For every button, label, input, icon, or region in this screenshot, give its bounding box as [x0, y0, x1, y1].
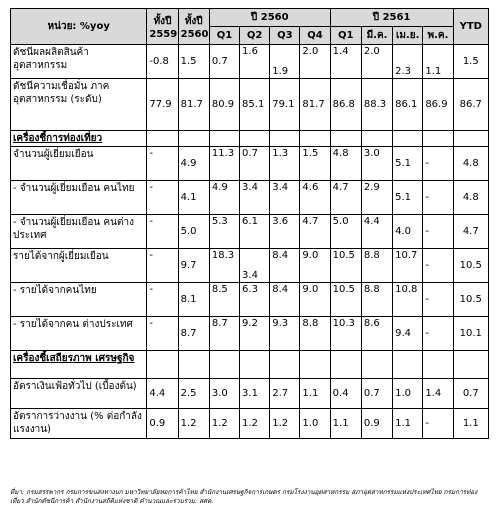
- value-cell: 1.0: [300, 409, 330, 439]
- value-cell: -: [423, 249, 453, 283]
- value-cell: [240, 131, 270, 147]
- row-label: จำนวนผู้เยี่ยมเยือน: [11, 147, 147, 181]
- value-cell: 4.9: [178, 147, 209, 181]
- value-cell: 3.1: [240, 379, 270, 409]
- value-cell: [209, 351, 239, 379]
- value-cell: [270, 351, 300, 379]
- ytd-cell: 86.7: [453, 79, 488, 131]
- value-cell: 2.5: [178, 379, 209, 409]
- value-cell: 4.1: [178, 181, 209, 215]
- section-row: [11, 351, 489, 379]
- value-cell: 2.3: [393, 45, 423, 79]
- header-q2561: พ.ค.: [423, 27, 453, 45]
- value-cell: 3.4: [240, 249, 270, 283]
- value-cell: 4.6: [300, 181, 330, 215]
- value-cell: -: [147, 215, 178, 249]
- table-row: [11, 181, 489, 215]
- value-cell: 0.7: [361, 379, 392, 409]
- ytd-cell: 1.5: [453, 45, 488, 79]
- section-row: [11, 131, 489, 147]
- value-cell: 9.0: [300, 283, 330, 317]
- value-cell: 0.9: [147, 409, 178, 439]
- table-row: [11, 249, 489, 283]
- value-cell: -: [423, 283, 453, 317]
- value-cell: 85.1: [240, 79, 270, 131]
- header-ytd: YTD: [453, 9, 488, 45]
- value-cell: 8.5: [209, 283, 239, 317]
- value-cell: 10.5: [330, 283, 361, 317]
- value-cell: 8.7: [178, 317, 209, 351]
- value-cell: [393, 131, 423, 147]
- row-label: อัตราการว่างงาน (% ต่อกำลังแรงงาน): [11, 409, 147, 439]
- value-cell: 1.6: [240, 45, 270, 79]
- table-row: [11, 379, 489, 409]
- ytd-cell: 10.5: [453, 249, 488, 283]
- value-cell: [147, 131, 178, 147]
- value-cell: 9.2: [240, 317, 270, 351]
- value-cell: 10.5: [330, 249, 361, 283]
- value-cell: 3.6: [270, 215, 300, 249]
- value-cell: 3.0: [361, 147, 392, 181]
- value-cell: 1.1: [393, 409, 423, 439]
- value-cell: 8.4: [270, 283, 300, 317]
- value-cell: 4.4: [147, 379, 178, 409]
- value-cell: 77.9: [147, 79, 178, 131]
- value-cell: [393, 351, 423, 379]
- value-cell: 8.8: [300, 317, 330, 351]
- value-cell: 1.2: [209, 409, 239, 439]
- section-label: เครื่องชี้เสถียรภาพ เศรษฐกิจ: [11, 351, 147, 379]
- value-cell: [209, 131, 239, 147]
- header-q2561: เม.ย.: [393, 27, 423, 45]
- value-cell: 0.7: [209, 45, 239, 79]
- value-cell: 0.9: [361, 409, 392, 439]
- value-cell: 5.0: [330, 215, 361, 249]
- value-cell: 10.8: [393, 283, 423, 317]
- value-cell: [178, 131, 209, 147]
- value-cell: 86.1: [393, 79, 423, 131]
- row-label: - จำนวนผู้เยี่ยมเยือน คนไทย: [11, 181, 147, 215]
- value-cell: 86.8: [330, 79, 361, 131]
- value-cell: [147, 351, 178, 379]
- value-cell: -: [147, 317, 178, 351]
- value-cell: 1.1: [423, 45, 453, 79]
- value-cell: -: [423, 181, 453, 215]
- value-cell: [423, 131, 453, 147]
- header-group-2560: ปี 2560: [209, 9, 330, 27]
- value-cell: 6.1: [240, 215, 270, 249]
- economic-indicators-table: [10, 8, 489, 439]
- table-row: [11, 283, 489, 317]
- ytd-cell: 4.7: [453, 215, 488, 249]
- value-cell: -: [423, 317, 453, 351]
- value-cell: 1.9: [270, 45, 300, 79]
- row-label: ดัชนีความเชื่อมั่น ภาคอุตสาหกรรม (ระดับ): [11, 79, 147, 131]
- value-cell: 9.4: [393, 317, 423, 351]
- value-cell: [240, 351, 270, 379]
- ytd-cell: [453, 351, 488, 379]
- table-body: [11, 45, 489, 439]
- value-cell: 81.7: [178, 79, 209, 131]
- value-cell: 88.3: [361, 79, 392, 131]
- value-cell: 1.4: [423, 379, 453, 409]
- value-cell: -: [423, 147, 453, 181]
- value-cell: 2.0: [361, 45, 392, 79]
- value-cell: 3.4: [240, 181, 270, 215]
- value-cell: -: [147, 283, 178, 317]
- value-cell: 2.7: [270, 379, 300, 409]
- header-q2561: มี.ค.: [361, 27, 392, 45]
- value-cell: -: [423, 215, 453, 249]
- source-footnote: ที่มา: กรมสรรพากร กรมการขนส่งทางบก มหาวิทยาลัยหอการค้าไทย สำนักงานเศรษฐกิจการเกษตร กรมโรงงานอุตสาหกรรม สภาอุตสาหกรรมแห่งประเทศไทย กรมการท่องเที่ยว สำนักดัชนีการค้า สำนักงานสถิติแห่งชาติ คำนวณและรวบรวม: สศค.: [10, 488, 478, 505]
- value-cell: 3.0: [209, 379, 239, 409]
- value-cell: 5.3: [209, 215, 239, 249]
- header-q2561: Q1: [330, 27, 361, 45]
- value-cell: 10.3: [330, 317, 361, 351]
- value-cell: 1.4: [330, 45, 361, 79]
- value-cell: 86.9: [423, 79, 453, 131]
- value-cell: -0.8: [147, 45, 178, 79]
- value-cell: 4.7: [330, 181, 361, 215]
- value-cell: 1.1: [330, 409, 361, 439]
- header-unit-label: หน่วย: %yoy: [11, 9, 147, 45]
- value-cell: 0.7: [240, 147, 270, 181]
- value-cell: 4.9: [209, 181, 239, 215]
- header-q2560: Q4: [300, 27, 330, 45]
- value-cell: -: [423, 409, 453, 439]
- header-q2560: Q1: [209, 27, 239, 45]
- value-cell: 5.1: [393, 181, 423, 215]
- value-cell: 1.3: [270, 147, 300, 181]
- value-cell: [270, 131, 300, 147]
- value-cell: 18.3: [209, 249, 239, 283]
- value-cell: [300, 351, 330, 379]
- value-cell: [361, 131, 392, 147]
- value-cell: 81.7: [300, 79, 330, 131]
- table-row: [11, 147, 489, 181]
- value-cell: -: [147, 147, 178, 181]
- value-cell: 9.0: [300, 249, 330, 283]
- value-cell: 8.1: [178, 283, 209, 317]
- value-cell: -: [147, 249, 178, 283]
- table-row: [11, 45, 489, 79]
- ytd-cell: 10.5: [453, 283, 488, 317]
- header-year-2560: ทั้งปี 2560: [178, 9, 209, 45]
- value-cell: 2.9: [361, 181, 392, 215]
- value-cell: [178, 351, 209, 379]
- ytd-cell: 10.1: [453, 317, 488, 351]
- row-label: - จำนวนผู้เยี่ยมเยือน คนต่างประเทศ: [11, 215, 147, 249]
- row-label: ดัชนีผลผลิตสินค้า อุตสาหกรรม: [11, 45, 147, 79]
- value-cell: 1.1: [300, 379, 330, 409]
- value-cell: 1.2: [240, 409, 270, 439]
- header-q2560: Q3: [270, 27, 300, 45]
- value-cell: [423, 351, 453, 379]
- value-cell: [330, 351, 361, 379]
- row-label: - รายได้จากคนไทย: [11, 283, 147, 317]
- value-cell: 1.5: [300, 147, 330, 181]
- value-cell: 4.4: [361, 215, 392, 249]
- table-row: [11, 215, 489, 249]
- value-cell: 5.1: [393, 147, 423, 181]
- value-cell: 0.4: [330, 379, 361, 409]
- value-cell: 5.0: [178, 215, 209, 249]
- table-row: [11, 409, 489, 439]
- value-cell: 3.4: [270, 181, 300, 215]
- value-cell: 1.5: [178, 45, 209, 79]
- value-cell: 1.2: [270, 409, 300, 439]
- ytd-cell: 1.1: [453, 409, 488, 439]
- header-q2560: Q2: [240, 27, 270, 45]
- value-cell: [330, 131, 361, 147]
- value-cell: 4.0: [393, 215, 423, 249]
- value-cell: 2.0: [300, 45, 330, 79]
- table-row: [11, 317, 489, 351]
- row-label: อัตราเงินเฟ้อทั่วไป (เบื้องต้น): [11, 379, 147, 409]
- value-cell: 9.3: [270, 317, 300, 351]
- value-cell: 8.6: [361, 317, 392, 351]
- row-label: - รายได้จากคน ต่างประเทศ: [11, 317, 147, 351]
- value-cell: 6.3: [240, 283, 270, 317]
- value-cell: 1.0: [393, 379, 423, 409]
- ytd-cell: 4.8: [453, 147, 488, 181]
- value-cell: 8.7: [209, 317, 239, 351]
- value-cell: 9.7: [178, 249, 209, 283]
- value-cell: 11.3: [209, 147, 239, 181]
- value-cell: 10.7: [393, 249, 423, 283]
- value-cell: 4.7: [300, 215, 330, 249]
- ytd-cell: 4.8: [453, 181, 488, 215]
- value-cell: 8.8: [361, 283, 392, 317]
- value-cell: 80.9: [209, 79, 239, 131]
- value-cell: 1.2: [178, 409, 209, 439]
- ytd-cell: [453, 131, 488, 147]
- row-label: รายได้จากผู้เยี่ยมเยือน: [11, 249, 147, 283]
- value-cell: 8.4: [270, 249, 300, 283]
- header-year-2559: ทั้งปี 2559: [147, 9, 178, 45]
- ytd-cell: 0.7: [453, 379, 488, 409]
- value-cell: -: [147, 181, 178, 215]
- section-label: เครื่องชี้การท่องเที่ยว: [11, 131, 147, 147]
- table-row: [11, 79, 489, 131]
- header-group-2561: ปี 2561: [330, 9, 453, 27]
- value-cell: [300, 131, 330, 147]
- value-cell: 4.8: [330, 147, 361, 181]
- value-cell: 8.8: [361, 249, 392, 283]
- value-cell: [361, 351, 392, 379]
- value-cell: 79.1: [270, 79, 300, 131]
